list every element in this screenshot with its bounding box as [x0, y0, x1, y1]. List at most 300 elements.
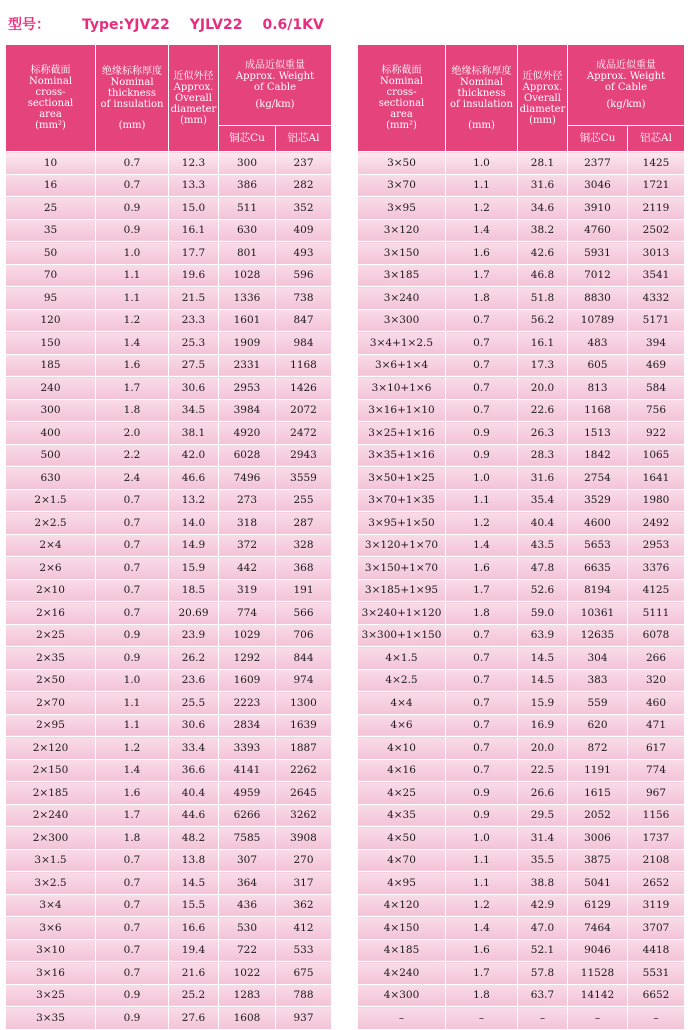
cell-weight-cu: 6635	[568, 557, 628, 580]
type-label: Type:YJV22	[82, 17, 170, 33]
cell-weight-al: 788	[276, 984, 332, 1007]
cell-weight-cu: 7012	[568, 264, 628, 287]
cell-diameter: 22.5	[518, 759, 568, 782]
table-row	[358, 444, 685, 467]
table-row	[6, 467, 332, 490]
cell-weight-cu: 6129	[568, 894, 628, 917]
cell-thickness: 0.7	[96, 894, 169, 917]
cell-weight-cu: 605	[568, 354, 628, 377]
cell-diameter: 35.4	[518, 489, 568, 512]
cell-weight-al: 2262	[276, 759, 332, 782]
cell-weight-cu: 801	[219, 242, 276, 265]
cell-weight-cu: 4959	[219, 782, 276, 805]
cell-area: 3×185	[358, 264, 446, 287]
table-row	[358, 1007, 685, 1030]
table-row	[6, 309, 332, 332]
cell-diameter: 13.8	[169, 849, 219, 872]
cell-weight-al: 2953	[628, 534, 685, 557]
cell-thickness: 0.9	[96, 197, 169, 220]
table-row	[6, 849, 332, 872]
cell-weight-cu: 872	[568, 737, 628, 760]
cell-weight-cu: 6266	[219, 804, 276, 827]
cell-weight-cu: 1842	[568, 444, 628, 467]
cell-area: 3×1.5	[6, 849, 96, 872]
cell-thickness: 0.9	[446, 422, 518, 445]
cell-diameter: 48.2	[169, 827, 219, 850]
cell-weight-al: 844	[276, 647, 332, 670]
cell-weight-cu: 318	[219, 512, 276, 535]
cell-area: 2×4	[6, 534, 96, 557]
table-row	[358, 647, 685, 670]
cell-thickness: 1.0	[446, 827, 518, 850]
cell-area: 3×185+1×95	[358, 579, 446, 602]
cell-weight-cu: 722	[219, 939, 276, 962]
cell-area: 95	[6, 287, 96, 310]
cell-thickness: 1.8	[96, 827, 169, 850]
table-row	[6, 354, 332, 377]
cell-diameter: 16.1	[518, 332, 568, 355]
cell-thickness: 1.1	[446, 872, 518, 895]
cell-diameter: 14.9	[169, 534, 219, 557]
cell-diameter: 29.5	[518, 804, 568, 827]
cell-diameter: 25.2	[169, 984, 219, 1007]
cell-area: 3×4	[6, 894, 96, 917]
cell-weight-al: 1980	[628, 489, 685, 512]
cell-diameter: 17.7	[169, 242, 219, 265]
cell-thickness: 0.7	[446, 692, 518, 715]
cell-weight-al: 2119	[628, 197, 685, 220]
cell-diameter: 27.6	[169, 1007, 219, 1030]
cell-area: 2×50	[6, 669, 96, 692]
cell-weight-al: 2943	[276, 444, 332, 467]
cell-diameter: 16.9	[518, 714, 568, 737]
cell-area: 3×70	[358, 174, 446, 197]
cell-weight-cu: 2953	[219, 377, 276, 400]
cell-weight-al: 394	[628, 332, 685, 355]
cell-weight-al: 5531	[628, 962, 685, 985]
cell-thickness: 1.2	[96, 309, 169, 332]
cell-weight-al: 1737	[628, 827, 685, 850]
table-row	[6, 872, 332, 895]
cell-area: 3×2.5	[6, 872, 96, 895]
cell-weight-cu: 1022	[219, 962, 276, 985]
cell-area: 4×1.5	[358, 647, 446, 670]
cell-weight-cu: 11528	[568, 962, 628, 985]
cell-thickness: 0.7	[96, 534, 169, 557]
table-row	[358, 242, 685, 265]
table-row	[6, 984, 332, 1007]
cell-area: 630	[6, 467, 96, 490]
cell-weight-cu: 14142	[568, 984, 628, 1007]
cell-area: 35	[6, 219, 96, 242]
cell-area: 4×4	[358, 692, 446, 715]
table-row	[358, 219, 685, 242]
cell-weight-al: 974	[276, 669, 332, 692]
cell-thickness: 2.2	[96, 444, 169, 467]
cell-area: 2×185	[6, 782, 96, 805]
cell-weight-cu: 1029	[219, 624, 276, 647]
header-cu: 铜芯Cu	[568, 126, 628, 152]
cell-weight-cu: 9046	[568, 939, 628, 962]
cell-diameter: 14.5	[169, 872, 219, 895]
cell-diameter: 51.8	[518, 287, 568, 310]
cell-weight-al: 1065	[628, 444, 685, 467]
cell-area: 3×4+1×2.5	[358, 332, 446, 355]
cell-weight-cu: 5931	[568, 242, 628, 265]
cell-thickness: 0.9	[96, 624, 169, 647]
cell-thickness: 0.7	[96, 489, 169, 512]
cell-area: 4×185	[358, 939, 446, 962]
cell-weight-al: 3119	[628, 894, 685, 917]
table-row	[358, 624, 685, 647]
table-row	[358, 534, 685, 557]
table-row	[6, 444, 332, 467]
cell-area: 3×25+1×16	[358, 422, 446, 445]
cell-area: 500	[6, 444, 96, 467]
cell-weight-al: 3908	[276, 827, 332, 850]
cell-weight-cu: 1336	[219, 287, 276, 310]
table-row	[6, 264, 332, 287]
cell-weight-cu: 307	[219, 849, 276, 872]
cell-area: 2×120	[6, 737, 96, 760]
cell-diameter: 38.1	[169, 422, 219, 445]
voltage-label: 0.6/1KV	[262, 17, 324, 33]
cell-weight-al: 1887	[276, 737, 332, 760]
cell-weight-cu: 386	[219, 174, 276, 197]
cell-area: 4×6	[358, 714, 446, 737]
table-row	[358, 894, 685, 917]
cell-weight-al: 675	[276, 962, 332, 985]
cell-diameter: 34.6	[518, 197, 568, 220]
table-row	[6, 804, 332, 827]
cell-weight-cu: 1601	[219, 309, 276, 332]
cell-area: 3×70+1×35	[358, 489, 446, 512]
cell-weight-cu: 7585	[219, 827, 276, 850]
cell-weight-al: 566	[276, 602, 332, 625]
cell-weight-cu: 8194	[568, 579, 628, 602]
cell-weight-cu: 4141	[219, 759, 276, 782]
cell-area: 3×95	[358, 197, 446, 220]
table-row	[358, 152, 685, 175]
cell-thickness: 0.9	[96, 1007, 169, 1030]
type2-label: YJLV22	[189, 17, 243, 33]
cell-area: 3×150+1×70	[358, 557, 446, 580]
cell-weight-al: 1300	[276, 692, 332, 715]
cell-weight-cu: 1028	[219, 264, 276, 287]
cell-weight-al: 984	[276, 332, 332, 355]
cell-weight-al: 584	[628, 377, 685, 400]
cell-weight-al: 2072	[276, 399, 332, 422]
header-area: 标称截面 Nominal cross- sectional area (mm²)	[6, 45, 96, 152]
cell-thickness: 1.4	[96, 332, 169, 355]
cell-thickness: 1.1	[96, 264, 169, 287]
table-row	[358, 737, 685, 760]
cell-weight-al: 3376	[628, 557, 685, 580]
cell-thickness: 0.9	[446, 444, 518, 467]
cell-area: 3×16+1×10	[358, 399, 446, 422]
cell-diameter: 46.6	[169, 467, 219, 490]
table-row	[358, 602, 685, 625]
cell-thickness: 0.7	[96, 579, 169, 602]
cell-area: 3×35+1×16	[358, 444, 446, 467]
cell-area: 4×10	[358, 737, 446, 760]
cell-thickness: 1.1	[96, 287, 169, 310]
cell-area: 3×10	[6, 939, 96, 962]
table-row	[6, 219, 332, 242]
table-row	[6, 624, 332, 647]
cell-weight-al: 922	[628, 422, 685, 445]
cell-area: 4×240	[358, 962, 446, 985]
cell-area: 2×300	[6, 827, 96, 850]
cell-weight-cu: 5041	[568, 872, 628, 895]
cell-weight-al: 287	[276, 512, 332, 535]
cell-thickness: 1.7	[446, 264, 518, 287]
cell-weight-cu: 4760	[568, 219, 628, 242]
cell-thickness: 1.1	[96, 714, 169, 737]
cell-weight-al: 4418	[628, 939, 685, 962]
cell-thickness: 0.7	[446, 737, 518, 760]
cell-diameter: 15.0	[169, 197, 219, 220]
cell-thickness: 1.8	[446, 287, 518, 310]
cell-thickness: 1.8	[446, 984, 518, 1007]
cell-area: 2×1.5	[6, 489, 96, 512]
cell-thickness: 0.7	[446, 332, 518, 355]
cell-weight-cu: 273	[219, 489, 276, 512]
cell-weight-cu: 383	[568, 669, 628, 692]
cell-area: 16	[6, 174, 96, 197]
cell-weight-al: 2108	[628, 849, 685, 872]
table-row	[358, 984, 685, 1007]
cell-weight-cu: 10789	[568, 309, 628, 332]
cell-thickness: 1.4	[446, 219, 518, 242]
cell-weight-cu: 2052	[568, 804, 628, 827]
cell-thickness: 1.2	[446, 894, 518, 917]
table-row	[358, 849, 685, 872]
table-row	[6, 512, 332, 535]
cell-weight-al: 596	[276, 264, 332, 287]
cell-weight-cu: 372	[219, 534, 276, 557]
cell-thickness: 1.4	[96, 759, 169, 782]
spec-table-right-body	[358, 152, 685, 1030]
table-row	[358, 759, 685, 782]
cell-diameter: 59.0	[518, 602, 568, 625]
table-row	[358, 692, 685, 715]
table-row	[358, 557, 685, 580]
cell-thickness: 0.7	[446, 624, 518, 647]
cell-thickness: 1.0	[446, 467, 518, 490]
cell-area: 3×6	[6, 917, 96, 940]
table-row	[358, 489, 685, 512]
table-row	[6, 827, 332, 850]
cell-thickness: 0.7	[446, 714, 518, 737]
cell-diameter: 16.6	[169, 917, 219, 940]
cell-weight-al: 270	[276, 849, 332, 872]
cell-thickness: 0.9	[96, 647, 169, 670]
cell-weight-cu: 1513	[568, 422, 628, 445]
cell-area: 4×150	[358, 917, 446, 940]
header-diameter: 近似外径 Approx. Overall diameter (mm)	[169, 45, 219, 152]
cell-weight-cu: 1615	[568, 782, 628, 805]
table-row	[358, 399, 685, 422]
cell-weight-al: 2652	[628, 872, 685, 895]
cell-weight-al: 756	[628, 399, 685, 422]
cell-weight-al: 409	[276, 219, 332, 242]
cell-thickness: 1.1	[446, 174, 518, 197]
cell-diameter: 22.6	[518, 399, 568, 422]
cell-thickness: 0.7	[446, 399, 518, 422]
cell-thickness: 1.7	[96, 804, 169, 827]
cell-area: 4×16	[358, 759, 446, 782]
table-row	[6, 242, 332, 265]
cell-diameter: 21.6	[169, 962, 219, 985]
cell-weight-al: 1639	[276, 714, 332, 737]
cell-thickness: 0.7	[446, 669, 518, 692]
cell-thickness: 1.7	[446, 579, 518, 602]
cell-area: 400	[6, 422, 96, 445]
cell-area: 4×95	[358, 872, 446, 895]
cell-area: 3×120	[358, 219, 446, 242]
header-cu: 铜芯Cu	[219, 126, 276, 152]
page-title	[8, 14, 324, 34]
cell-weight-cu: 1609	[219, 669, 276, 692]
table-row	[6, 894, 332, 917]
cell-thickness: 0.7	[446, 647, 518, 670]
cell-thickness: 0.7	[446, 354, 518, 377]
cell-diameter: 56.2	[518, 309, 568, 332]
cell-thickness: 0.7	[96, 872, 169, 895]
cell-weight-cu: 304	[568, 647, 628, 670]
cell-area: 3×50+1×25	[358, 467, 446, 490]
cell-area: 3×300	[358, 309, 446, 332]
cell-area: 240	[6, 377, 96, 400]
table-row	[6, 197, 332, 220]
cell-area: 3×300+1×150	[358, 624, 446, 647]
cell-area: 4×2.5	[358, 669, 446, 692]
model-label: 型号：	[8, 17, 50, 33]
cell-thickness: 0.7	[96, 849, 169, 872]
cell-diameter: 19.6	[169, 264, 219, 287]
cell-diameter: 30.6	[169, 714, 219, 737]
cell-thickness: 0.7	[96, 512, 169, 535]
cell-weight-al: 5111	[628, 602, 685, 625]
table-row	[6, 579, 332, 602]
cell-thickness: 0.7	[96, 939, 169, 962]
cell-area: 2×95	[6, 714, 96, 737]
table-row	[358, 669, 685, 692]
cell-area: 25	[6, 197, 96, 220]
cell-weight-al: 3707	[628, 917, 685, 940]
cell-weight-al: 1156	[628, 804, 685, 827]
cell-diameter: 27.5	[169, 354, 219, 377]
table-row	[6, 669, 332, 692]
cell-thickness: 1.2	[446, 512, 518, 535]
cell-diameter: 20.0	[518, 737, 568, 760]
cell-diameter: 63.7	[518, 984, 568, 1007]
cell-thickness: 0.9	[446, 782, 518, 805]
cell-diameter: 12.3	[169, 152, 219, 175]
cell-weight-al: 937	[276, 1007, 332, 1030]
cell-weight-al: 469	[628, 354, 685, 377]
cell-area: 10	[6, 152, 96, 175]
cell-thickness: 0.7	[446, 309, 518, 332]
table-row	[6, 557, 332, 580]
table-row	[6, 759, 332, 782]
cell-weight-al: 3013	[628, 242, 685, 265]
cell-weight-cu: 3393	[219, 737, 276, 760]
table-row	[358, 309, 685, 332]
cell-weight-cu: 2331	[219, 354, 276, 377]
cell-diameter: 23.3	[169, 309, 219, 332]
table-row	[6, 287, 332, 310]
cell-weight-cu: 6028	[219, 444, 276, 467]
cell-thickness: 1.2	[96, 737, 169, 760]
cell-weight-cu: 3529	[568, 489, 628, 512]
table-row	[358, 287, 685, 310]
cell-weight-al: 6078	[628, 624, 685, 647]
cell-weight-cu: 3875	[568, 849, 628, 872]
cell-area: 150	[6, 332, 96, 355]
cell-diameter: 31.4	[518, 827, 568, 850]
cell-diameter: 47.0	[518, 917, 568, 940]
cell-weight-cu: 1909	[219, 332, 276, 355]
cell-weight-cu: 2834	[219, 714, 276, 737]
table-row	[358, 377, 685, 400]
table-row	[6, 647, 332, 670]
cell-thickness: 1.7	[446, 962, 518, 985]
cell-weight-al: 706	[276, 624, 332, 647]
cell-thickness: 1.1	[446, 489, 518, 512]
cell-weight-al: 1426	[276, 377, 332, 400]
cell-area: 3×6+1×4	[358, 354, 446, 377]
cell-weight-cu: 319	[219, 579, 276, 602]
cell-weight-al: 4125	[628, 579, 685, 602]
cell-weight-cu: 1191	[568, 759, 628, 782]
cell-area: 50	[6, 242, 96, 265]
table-row	[358, 579, 685, 602]
cell-thickness: 0.7	[96, 917, 169, 940]
cell-area: 3×50	[358, 152, 446, 175]
cell-diameter: 38.2	[518, 219, 568, 242]
cell-weight-al: 2492	[628, 512, 685, 535]
cell-diameter: 34.5	[169, 399, 219, 422]
table-row	[6, 602, 332, 625]
cell-weight-cu: 1608	[219, 1007, 276, 1030]
cell-weight-cu: 364	[219, 872, 276, 895]
cell-diameter: 33.4	[169, 737, 219, 760]
table-row	[6, 422, 332, 445]
cell-weight-cu: 10361	[568, 602, 628, 625]
table-row	[6, 962, 332, 985]
cell-weight-al: 1641	[628, 467, 685, 490]
cell-weight-cu: 774	[219, 602, 276, 625]
table-row	[6, 152, 332, 175]
cell-diameter: 28.1	[518, 152, 568, 175]
cell-weight-al: 320	[628, 669, 685, 692]
cell-weight-al: 2645	[276, 782, 332, 805]
cell-diameter: 43.5	[518, 534, 568, 557]
cell-thickness: 0.7	[96, 602, 169, 625]
cell-thickness: 1.6	[446, 557, 518, 580]
cell-weight-al: 317	[276, 872, 332, 895]
cell-diameter: 16.1	[169, 219, 219, 242]
cell-area: 2×6	[6, 557, 96, 580]
table-row	[6, 692, 332, 715]
table-row	[6, 399, 332, 422]
cell-weight-al: 362	[276, 894, 332, 917]
cell-diameter: 63.9	[518, 624, 568, 647]
header-thickness: 绝缘标称厚度 Nominal thickness of insulation (mm)	[446, 45, 518, 152]
table-row	[6, 917, 332, 940]
